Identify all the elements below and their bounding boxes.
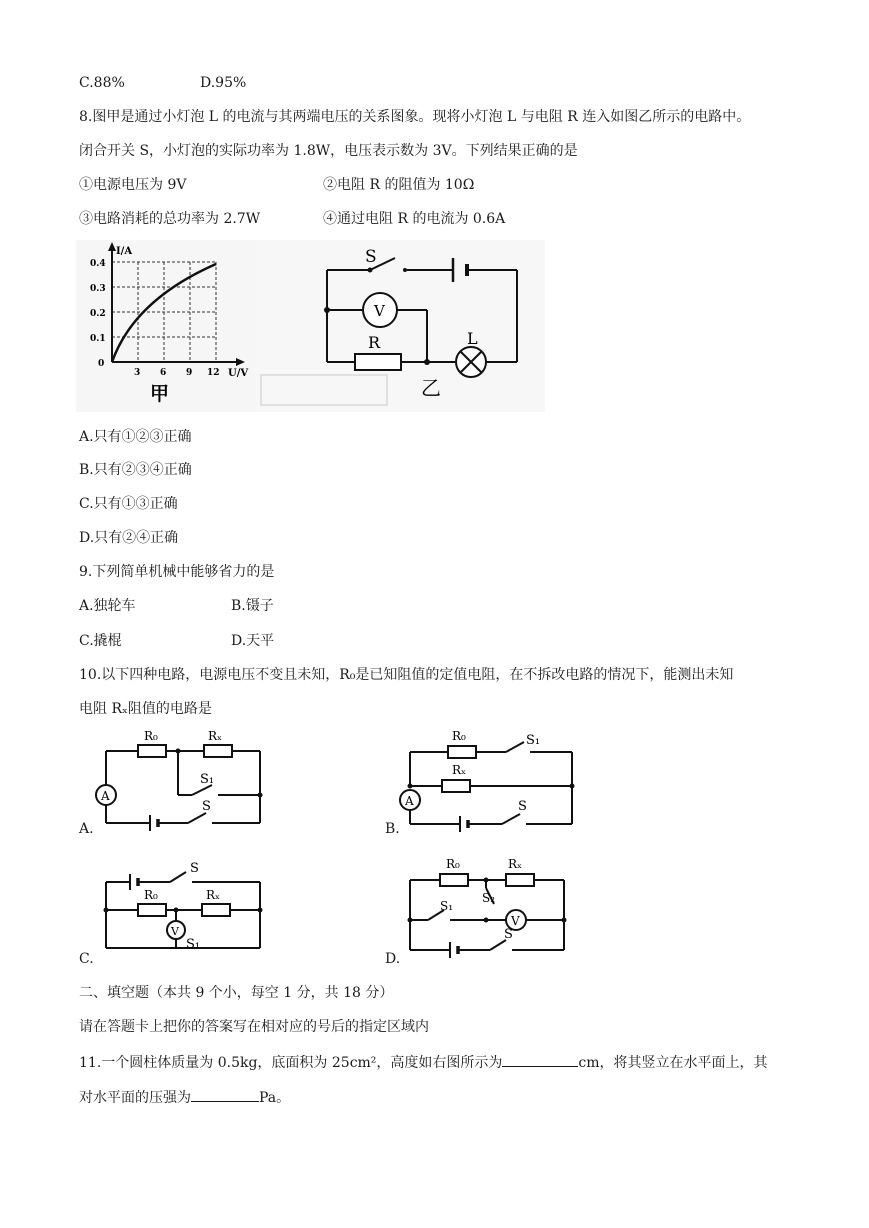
circuit-b-s: S bbox=[518, 799, 527, 814]
q9-option-c: C.撬棍 bbox=[79, 633, 122, 649]
circuit-d-r0: R₀ bbox=[446, 857, 460, 871]
circuit-d-voltmeter: V bbox=[511, 914, 520, 928]
circuit-d-rx: Rₓ bbox=[508, 857, 523, 871]
q8-statement-2: ②电阻 R 的阻值为 10Ω bbox=[323, 177, 475, 193]
q10-stem-line1: 10.以下四种电路，电源电压不变且未知，R₀是已知阻值的定值电阻，在不拆改电路的情况下，能测出未知 bbox=[79, 667, 734, 683]
q8-option-a: A.只有①②③正确 bbox=[79, 429, 192, 445]
q10-circuit-d bbox=[398, 852, 584, 966]
q8-statement-3: ③电路消耗的总功率为 2.7W bbox=[79, 211, 261, 227]
graph-xtick: 3 bbox=[134, 368, 141, 378]
q8-statement-4: ④通过电阻 R 的电流为 0.6A bbox=[323, 211, 506, 227]
q9-stem: 9.下列简单机械中能够省力的是 bbox=[79, 564, 275, 580]
q8-iu-graph bbox=[76, 240, 256, 412]
q11-pressure-blank[interactable] bbox=[191, 1087, 259, 1102]
q10-circuit-b bbox=[398, 722, 584, 834]
graph-xtick: 6 bbox=[160, 368, 167, 378]
graph-xtick: 12 bbox=[207, 368, 220, 378]
circuit-d-s2: S₂ bbox=[482, 891, 496, 905]
graph-ytick: 0.2 bbox=[90, 309, 106, 319]
q10-circuit-a bbox=[94, 725, 274, 833]
circuit-d-s1: S₁ bbox=[440, 899, 454, 913]
graph-caption: 甲 bbox=[150, 383, 170, 405]
graph-xtick: 9 bbox=[186, 368, 193, 378]
q9-option-a: A.独轮车 bbox=[79, 598, 136, 614]
circuit-c-voltmeter: V bbox=[171, 925, 179, 938]
circuit-b-r0: R₀ bbox=[452, 729, 466, 743]
circuit-c-r0: R₀ bbox=[144, 888, 158, 902]
graph-ytick: 0 bbox=[98, 359, 105, 369]
circuit-lamp-label: L bbox=[467, 329, 478, 348]
circuit-a-rx: Rₓ bbox=[208, 729, 223, 743]
section2-instruction: 请在答题卡上把你的答案写在相对应的号后的指定区域内 bbox=[79, 1019, 429, 1035]
q11-line1-text-b: cm，将其竖立在水平面上，其 bbox=[578, 1055, 768, 1071]
q11-line1-text-a: 11.一个圆柱体质量为 0.5kg，底面积为 25cm²，高度如右图所示为 bbox=[79, 1055, 503, 1071]
q8-circuit-diagram bbox=[255, 240, 545, 412]
circuit-caption: 乙 bbox=[421, 376, 441, 400]
circuit-b-rx: Rₓ bbox=[452, 763, 467, 777]
q8-stem-line1: 8.图甲是通过小灯泡 L 的电流与其两端电压的关系图象。现将小灯泡 L 与电阻 R 连入如图乙所示的电路中。 bbox=[79, 109, 751, 125]
q8-option-d: D.只有②④正确 bbox=[79, 530, 179, 546]
circuit-c-s1: S₁ bbox=[186, 937, 201, 952]
circuit-a-s: S bbox=[202, 799, 211, 814]
graph-ytick: 0.1 bbox=[90, 334, 106, 344]
q10-label-b: B. bbox=[385, 821, 400, 837]
q10-circuit-c bbox=[94, 856, 274, 966]
q10-stem-line2: 电阻 Rₓ阻值的电路是 bbox=[79, 701, 212, 717]
graph-xlabel: U/V bbox=[228, 368, 249, 379]
q10-label-a: A. bbox=[79, 821, 94, 837]
graph-ytick: 0.3 bbox=[90, 284, 106, 294]
section2-title: 二、填空题（本共 9 个小，每空 1 分，共 18 分） bbox=[79, 985, 394, 1001]
circuit-switch-label: S bbox=[365, 247, 377, 267]
circuit-a-ammeter: A bbox=[101, 789, 110, 803]
q11-line2 bbox=[79, 1087, 290, 1107]
graph-ylabel: I/A bbox=[116, 246, 133, 257]
q8-statement-1: ①电源电压为 9V bbox=[79, 177, 187, 193]
q8-option-b: B.只有②③④正确 bbox=[79, 462, 192, 478]
circuit-c-s: S bbox=[190, 861, 199, 876]
q7-option-c: C.88% bbox=[79, 75, 125, 91]
circuit-voltmeter-label: V bbox=[374, 302, 385, 320]
q9-option-b: B.镊子 bbox=[231, 598, 274, 614]
circuit-b-ammeter: A bbox=[405, 794, 414, 808]
q11-height-blank[interactable] bbox=[502, 1052, 578, 1067]
graph-ytick: 0.4 bbox=[90, 259, 106, 269]
circuit-b-s1: S₁ bbox=[526, 733, 541, 748]
q11-line1 bbox=[79, 1052, 768, 1072]
circuit-resistor-label: R bbox=[368, 333, 381, 352]
circuit-d-s: S bbox=[504, 927, 513, 942]
circuit-c-rx: Rₓ bbox=[206, 888, 221, 902]
q10-label-c: C. bbox=[79, 951, 94, 967]
q7-option-d: D.95% bbox=[200, 75, 247, 91]
q11-line2-text-a: 对水平面的压强为 bbox=[79, 1090, 191, 1106]
q8-stem-line2: 闭合开关 S，小灯泡的实际功率为 1.8W，电压表示数为 3V。下列结果正确的是 bbox=[79, 143, 578, 159]
q11-line2-text-b: Pa。 bbox=[259, 1090, 291, 1106]
q8-option-c: C.只有①③正确 bbox=[79, 496, 178, 512]
circuit-a-s1: S₁ bbox=[200, 772, 215, 787]
q9-option-d: D.天平 bbox=[231, 633, 275, 649]
circuit-a-r0: R₀ bbox=[144, 729, 158, 743]
q10-label-d: D. bbox=[385, 951, 401, 967]
